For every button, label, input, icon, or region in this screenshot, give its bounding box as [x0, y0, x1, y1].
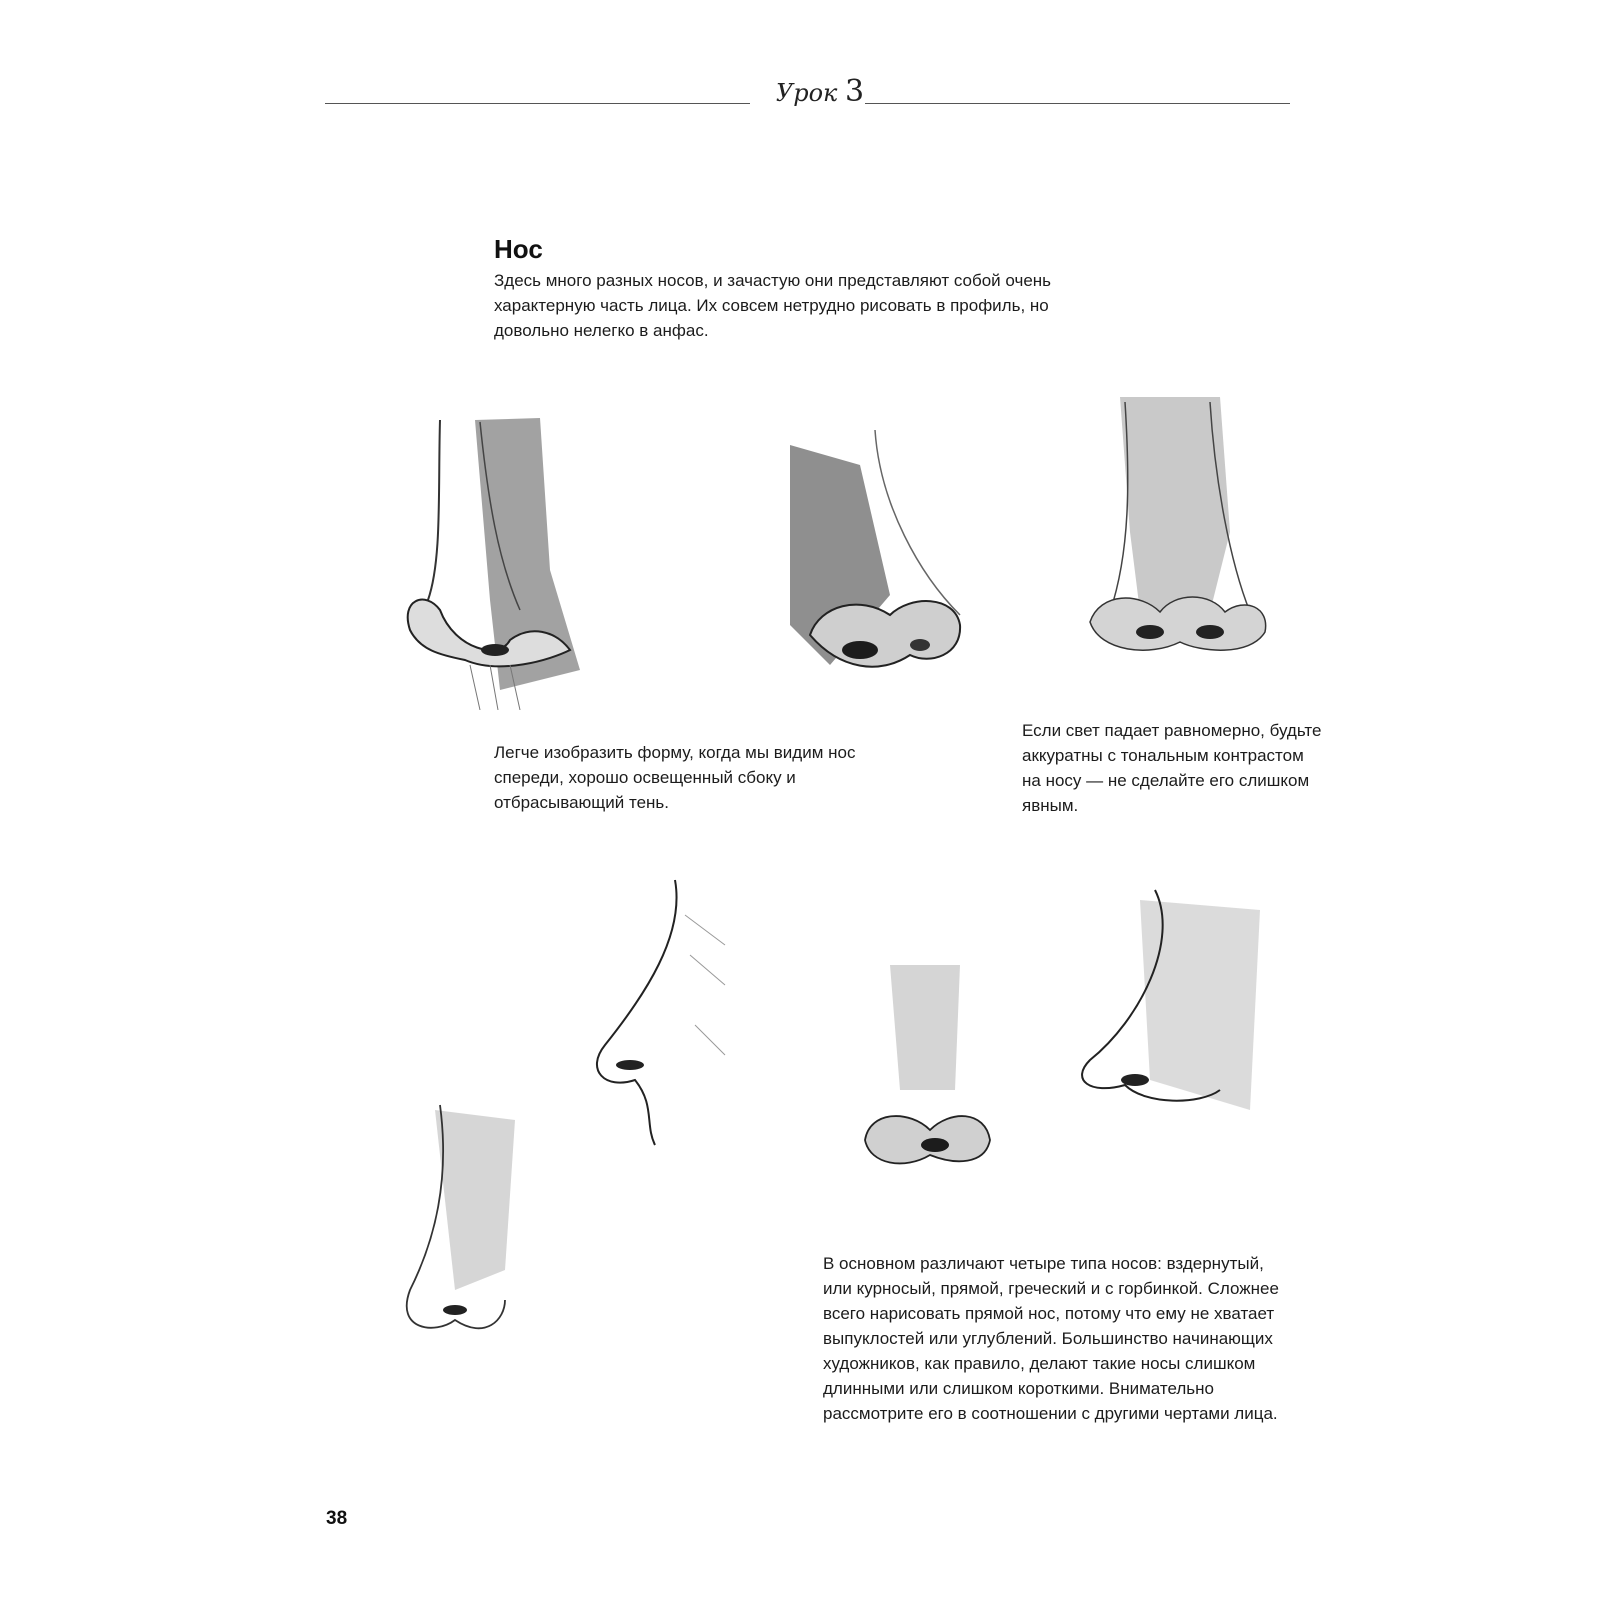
nose-sketch-greek	[395, 1100, 535, 1380]
cheek-hatch	[685, 915, 725, 1055]
nostril-dark	[1121, 1074, 1149, 1086]
intro-paragraph: Здесь много разных носов, и зачастую они представляют собой очень характерную часть лица. Их совсем нетрудно рисовать в профиль, но довольно нелегко в анфас.	[494, 271, 1052, 340]
header-rule-right	[865, 103, 1290, 104]
tip-outline	[1090, 597, 1266, 650]
nostril-dark	[443, 1305, 467, 1315]
nostril-dark	[481, 644, 509, 656]
nostril-dark	[616, 1060, 644, 1070]
lesson-number: 3	[845, 74, 865, 109]
nostril-dark-right	[1196, 625, 1224, 639]
header-rule-left	[325, 103, 750, 104]
caption-nose-types: В основном различают четыре типа носов: вздернутый, или курносый, прямой, греческий и с горбинкой. Сложнее всего нарисовать прямой нос, потому что ему не хватает выпуклостей или углублений. Большинство начинающих художников, как правило, делают такие носы слишком длинными или слишком короткими. Внимательно рассмотрите его в соотношении с другими чертами лица.	[823, 1254, 1279, 1423]
nose-sketch-straight	[860, 960, 1000, 1190]
lesson-label	[770, 74, 870, 109]
lesson-word: Урок	[775, 79, 838, 107]
cheek-shade	[1140, 900, 1260, 1110]
caption-front-light: Легче изобразить форму, когда мы видим нос спереди, хорошо освещенный сбоку и отбрасывающий тень.	[494, 743, 856, 812]
nose-sketch-front-shadow	[380, 410, 610, 710]
profile-line	[597, 880, 677, 1145]
nostril-dark-left	[1136, 625, 1164, 639]
nose-sketch-hooked	[1070, 880, 1270, 1140]
bridge-shade	[890, 965, 960, 1090]
section-title: Нос	[494, 234, 543, 264]
nose-sketch-upturned	[585, 875, 735, 1155]
nose-sketch-three-quarter	[770, 425, 980, 705]
bridge-shade	[435, 1110, 515, 1290]
caption-even-light: Если свет падает равномерно, будьте аккуратны с тональным контрастом на носу — не сделайте его слишком явным.	[1022, 721, 1322, 815]
nostril-dark-right	[910, 639, 930, 651]
nostril-dark	[921, 1138, 949, 1152]
nostril-dark-left	[842, 641, 878, 659]
page-number: 38	[326, 1508, 348, 1529]
nose-sketch-front-even	[1080, 392, 1280, 692]
bridge-line-left	[428, 420, 440, 600]
bridge-shade	[1120, 397, 1230, 612]
